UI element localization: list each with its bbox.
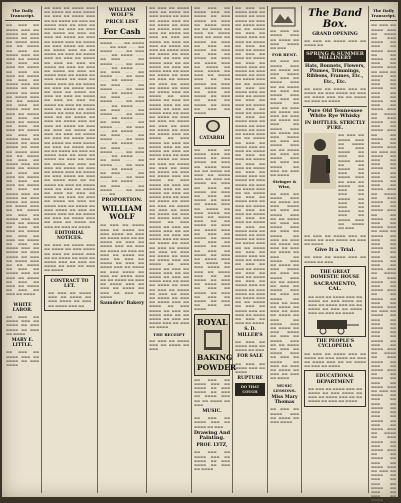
grand-opening: GRAND OPENING	[312, 32, 358, 37]
whisky-bottles: IN BOTTLES. STRICTLY PURE.	[304, 121, 366, 132]
body-text: ▬▬ ▬▬▬ ▬▬ ▬▬▬▬ ▬▬▬ ▬▬ ▬▬▬▬ ▬▬ ▬▬▬ ▬▬▬▬ ▬▬ ▬▬▬ ▬▬ ▬▬▬▬ ▬▬▬ ▬▬ ▬▬ ▬▬▬▬ ▬▬ ▬▬▬ ▬▬ ▬▬▬▬	[308, 386, 362, 404]
column-8	[302, 6, 369, 493]
section-head: WHITE LABOR.	[12, 302, 33, 313]
body-text: ▬▬ ▬▬▬ ▬▬ ▬▬▬▬ ▬▬▬ ▬▬ ▬▬▬▬ ▬▬ ▬▬▬ ▬▬▬▬ ▬▬ ▬▬▬ ▬▬ ▬▬▬▬	[304, 233, 366, 247]
baking-powder-can-icon	[196, 328, 230, 352]
ad-head: EDUCATIONAL DEPARTMENT	[315, 374, 355, 385]
body-text: ▬▬ ▬▬▬ ▬▬ ▬▬▬▬ ▬▬▬ ▬▬ ▬▬▬▬ ▬▬ ▬▬▬ ▬▬▬▬ ▬▬ ▬▬▬ ▬▬ ▬▬▬▬ ▬▬▬ ▬▬ ▬▬ ▬▬▬▬ ▬▬ ▬▬▬ ▬▬ ▬▬▬▬ ▬▬▬ ▬▬ ▬▬▬ ▬▬ ▬▬▬▬ ▬▬ ▬▬▬ ▬▬ ▬▬▬ ▬▬ ▬▬▬▬ ▬▬ ▬▬▬ ▬▬ ▬▬▬ ▬▬ ▬▬▬▬ ▬▬ ▬▬▬ ▬▬ ▬▬▬▬ ▬▬▬ ▬▬ ▬▬▬▬ ▬▬ ▬▬▬ ▬▬▬▬ ▬▬ ▬▬▬ ▬▬ ▬▬▬▬ ▬▬▬ ▬▬ ▬▬ ▬▬▬▬ ▬▬ ▬▬▬ ▬▬ ▬▬▬▬ ▬▬▬ ▬▬ ▬▬▬ ▬▬ ▬▬▬▬ ▬▬ ▬▬▬ ▬▬ ▬▬▬ ▬▬ ▬▬▬▬ ▬▬ ▬▬▬ ▬▬ ▬▬▬ ▬▬ ▬▬▬▬ ▬▬ ▬▬▬ ▬▬ ▬▬▬▬ ▬▬▬ ▬▬ ▬▬▬▬ ▬▬ ▬▬▬ ▬▬▬▬ ▬▬ ▬▬▬ ▬▬ ▬▬▬▬ ▬▬▬ ▬▬ ▬▬ ▬▬▬▬ ▬▬ ▬▬▬ ▬▬ ▬▬▬▬ ▬▬▬ ▬▬ ▬▬▬ ▬▬ ▬▬▬▬ ▬▬ ▬▬▬ ▬▬ ▬▬▬ ▬▬ ▬▬▬▬ ▬▬ ▬▬▬ ▬▬ ▬▬▬ ▬▬ ▬▬▬▬ ▬▬ ▬▬▬ ▬▬ ▬▬▬▬ ▬▬▬ ▬▬ ▬▬▬▬ ▬▬ ▬▬▬ ▬▬▬▬ ▬▬ ▬▬▬ ▬▬ ▬▬▬▬ ▬▬▬ ▬▬ ▬▬ ▬▬▬▬ ▬▬ ▬▬▬ ▬▬ ▬▬▬▬ ▬▬▬ ▬▬ ▬▬▬ ▬▬ ▬▬▬▬ ▬▬ ▬▬▬ ▬▬ ▬▬▬ ▬▬ ▬▬▬▬ ▬▬ ▬▬▬ ▬▬ ▬▬▬ ▬▬ ▬▬▬▬ ▬▬ ▬▬▬ ▬▬ ▬▬▬▬ ▬▬▬ ▬▬ ▬▬▬▬ ▬▬ ▬▬▬ ▬▬▬▬ ▬▬ ▬▬▬ ▬▬ ▬▬▬▬ ▬▬▬ ▬▬ ▬▬ ▬▬▬▬ ▬▬ ▬▬▬ ▬▬ ▬▬▬▬ ▬▬▬ ▬▬ ▬▬▬ ▬▬ ▬▬▬▬ ▬▬ ▬▬▬ ▬▬ ▬▬▬ ▬▬ ▬▬▬▬ ▬▬ ▬▬▬ ▬▬ ▬▬▬ ▬▬ ▬▬▬▬ ▬▬ ▬▬▬ ▬▬ ▬▬▬▬ ▬▬▬ ▬▬ ▬▬▬▬ ▬▬ ▬▬▬ ▬▬▬▬ ▬▬ ▬▬▬ ▬▬ ▬▬▬▬ ▬▬▬ ▬▬ ▬▬ ▬▬▬▬ ▬▬ ▬▬▬ ▬▬ ▬▬▬▬ ▬▬▬ ▬▬ ▬▬▬ ▬▬ ▬▬▬▬ ▬▬ ▬▬▬ ▬▬ ▬▬▬ ▬▬ ▬▬▬▬ ▬▬ ▬▬▬ ▬▬ ▬▬▬ ▬▬ ▬▬▬▬	[371, 23, 396, 503]
face-illustration	[196, 119, 230, 133]
body-text: ▬▬ ▬▬▬ ▬▬ ▬▬▬▬ ▬▬▬ ▬▬ ▬▬▬▬	[235, 361, 265, 375]
body-text: ▬▬ ▬▬▬ ▬▬ ▬▬▬▬ ▬▬▬ ▬▬ ▬▬▬▬ ▬▬ ▬▬▬ ▬▬▬▬	[6, 350, 39, 368]
carriage-illustration	[307, 317, 363, 335]
ad-head: S. D. MILLER'S	[237, 327, 263, 338]
price-list: ▬▬▬▬ ........ ▬▬ ▬▬▬▬ ........ ▬▬ ▬▬▬ ........ ▬▬ ▬▬▬▬ ........ ▬▬ ▬▬▬ ........ ▬▬ ▬▬▬▬ ........ ▬▬ ▬▬▬ ........ ▬▬ ▬▬▬▬ ........ ▬▬ ▬▬▬ ........ ▬▬ ▬▬▬▬ ........ ▬▬ ▬▬▬ ........ ▬▬ ▬▬▬▬ ........ ▬▬ ▬▬▬ ........ ▬▬ ▬▬▬▬ ........ ▬▬ ▬▬▬ ........ ▬▬ ▬▬▬▬ ........ ▬▬ ▬▬▬ ........ ▬▬ ▬▬▬▬ ........ ▬▬ ▬▬▬ ........ ▬▬ ▬▬▬▬ ........ ▬▬ ▬▬▬ ........ ▬▬ ▬▬▬▬ ........ ▬▬ ▬▬▬ ........ ▬▬ ▬▬▬▬ ........ ▬▬ ▬▬▬ ........ ▬▬ ▬▬▬▬ ........ ▬▬ ▬▬▬ ........ ▬▬ ▬▬▬▬ ........ ▬▬ ▬▬▬ ........ ▬▬ ▬▬▬▬ ........ ▬▬ ▬▬▬ ........ ▬▬ ▬▬▬▬ ........ ▬▬ ▬▬▬ ........ ▬▬ ▬▬▬▬ ........ ▬▬ ▬▬▬ ........ ▬▬ ▬▬▬▬ ........ ▬▬ ▬▬▬ ........ ▬▬ ▬▬▬▬ ........ ▬▬ ▬▬▬ ........ ▬▬ ▬▬▬▬ ........ ▬▬ ▬▬▬ ........ ▬▬ ▬▬▬▬ ........ ▬▬ ▬▬▬ ........ ▬▬ ▬▬▬▬ ........ ▬▬ ▬▬▬ ........ ▬▬ ▬▬▬▬ ........ ▬▬ ▬▬▬ ........ ▬▬ ▬▬▬▬ ........ ▬▬ ▬▬▬ ........ ▬▬	[100, 40, 144, 196]
ad-subtitle: PRICE LIST	[105, 19, 139, 26]
ad-mid-head: WILLIAM WOLF	[101, 204, 143, 222]
body-text: ▬▬ ▬▬▬ ▬▬ ▬▬▬▬ ▬▬▬ ▬▬ ▬▬▬▬ ▬▬ ▬▬▬ ▬▬▬▬ ▬▬ ▬▬▬ ▬▬ ▬▬▬▬ ▬▬▬ ▬▬ ▬▬ ▬▬▬▬ ▬▬ ▬▬▬ ▬▬ ▬▬▬▬ ▬▬▬ ▬▬ ▬▬▬ ▬▬ ▬▬▬▬	[308, 294, 362, 316]
section-head: EDITORIAL NOTICES.	[54, 230, 85, 241]
give-trial: Give It a Trial.	[314, 247, 356, 254]
band-box-title: The Band Box.	[308, 8, 362, 30]
body-text: ▬▬ ▬▬▬ ▬▬ ▬▬▬▬ ▬▬▬ ▬▬ ▬▬▬▬ ▬▬ ▬▬▬ ▬▬▬▬ ▬▬ ▬▬▬ ▬▬ ▬▬▬▬ ▬▬▬ ▬▬ ▬▬ ▬▬▬▬ ▬▬ ▬▬▬ ▬▬ ▬▬▬▬ ▬▬▬ ▬▬ ▬▬▬ ▬▬ ▬▬▬▬ ▬▬ ▬▬▬ ▬▬ ▬▬▬ ▬▬ ▬▬▬▬ ▬▬ ▬▬▬ ▬▬ ▬▬▬ ▬▬ ▬▬▬▬ ▬▬ ▬▬▬ ▬▬ ▬▬▬▬ ▬▬▬ ▬▬ ▬▬▬▬ ▬▬ ▬▬▬ ▬▬▬▬ ▬▬ ▬▬▬ ▬▬ ▬▬▬▬ ▬▬▬ ▬▬ ▬▬ ▬▬▬▬ ▬▬ ▬▬▬ ▬▬ ▬▬▬▬ ▬▬▬ ▬▬ ▬▬▬ ▬▬ ▬▬▬▬ ▬▬ ▬▬▬ ▬▬ ▬▬▬ ▬▬ ▬▬▬▬ ▬▬ ▬▬▬ ▬▬ ▬▬▬ ▬▬ ▬▬▬▬ ▬▬ ▬▬▬ ▬▬ ▬▬▬▬ ▬▬▬ ▬▬ ▬▬▬▬ ▬▬ ▬▬▬ ▬▬▬▬ ▬▬ ▬▬▬ ▬▬ ▬▬▬▬ ▬▬▬ ▬▬ ▬▬ ▬▬▬▬ ▬▬ ▬▬▬ ▬▬ ▬▬▬▬ ▬▬▬ ▬▬ ▬▬▬ ▬▬ ▬▬▬▬ ▬▬ ▬▬▬ ▬▬ ▬▬▬ ▬▬ ▬▬▬▬ ▬▬ ▬▬▬ ▬▬ ▬▬▬ ▬▬ ▬▬▬▬	[270, 191, 299, 381]
man-with-bottle-illustration	[304, 133, 336, 189]
ad-footer: Saunders' Bakery	[99, 300, 145, 306]
whisky-ad	[304, 133, 366, 231]
column-9	[369, 6, 398, 503]
catarrh-ad	[194, 117, 230, 145]
body-text: ▬▬ ▬▬▬ ▬▬ ▬▬▬▬ ▬▬▬ ▬▬ ▬▬▬▬ ▬▬	[304, 39, 366, 48]
ad-city: SACRAMENTO, CAL.	[313, 281, 357, 293]
ad-head: THE RECEIPT	[153, 331, 185, 337]
ad-word: ROYAL	[197, 316, 228, 327]
ad-illustration	[268, 6, 299, 28]
column-2	[42, 6, 98, 493]
body-text: ▬▬ ▬▬▬ ▬▬ ▬▬▬▬ ▬▬▬ ▬▬ ▬▬▬▬ ▬▬ ▬▬▬	[235, 339, 265, 353]
ad-head: THE GREAT DOMESTIC HOUSE	[310, 269, 360, 281]
body-text: ▬▬ ▬▬▬ ▬▬ ▬▬▬▬ ▬▬▬ ▬▬ ▬▬▬▬ ▬▬ ▬▬▬ ▬▬▬▬ ▬▬ ▬▬▬ ▬▬ ▬▬▬▬	[6, 315, 39, 336]
ad-head: Stringer & Wise,	[272, 179, 297, 190]
educational-ad	[304, 370, 366, 407]
nevada-house-ad	[304, 266, 366, 337]
ad-head: CONTRACT TO LET.	[50, 278, 89, 289]
newspaper-page	[2, 2, 398, 503]
ad-head: RUPTURE	[237, 376, 263, 382]
body-text: ▬▬ ▬▬▬ ▬▬ ▬▬▬▬ ▬▬▬ ▬▬ ▬▬▬▬ ▬▬ ▬▬▬ ▬▬▬▬ ▬▬ ▬▬▬ ▬▬ ▬▬▬▬	[194, 450, 230, 472]
ad-mid-head: PROPORTION.	[101, 197, 143, 204]
cough-ad: DO THAT COUGH	[235, 383, 265, 395]
ad-head: FOR RENT.	[272, 52, 297, 58]
body-text: ▬▬ ▬▬▬ ▬▬ ▬▬▬▬ ▬▬▬ ▬▬ ▬▬▬▬ ▬▬ ▬▬▬ ▬▬▬▬ ▬▬ ▬▬▬ ▬▬ ▬▬▬▬ ▬▬▬ ▬▬ ▬▬ ▬▬▬▬ ▬▬ ▬▬▬ ▬▬ ▬▬▬▬ ▬▬▬ ▬▬ ▬▬▬ ▬▬ ▬▬▬▬ ▬▬ ▬▬▬ ▬▬ ▬▬▬ ▬▬ ▬▬▬▬ ▬▬ ▬▬▬ ▬▬ ▬▬▬ ▬▬ ▬▬▬▬ ▬▬ ▬▬▬ ▬▬ ▬▬▬▬ ▬▬▬ ▬▬ ▬▬▬▬ ▬▬ ▬▬▬ ▬▬▬▬ ▬▬ ▬▬▬ ▬▬ ▬▬▬▬ ▬▬▬ ▬▬ ▬▬ ▬▬▬▬ ▬▬ ▬▬▬ ▬▬ ▬▬▬▬ ▬▬▬ ▬▬ ▬▬▬ ▬▬ ▬▬▬▬ ▬▬ ▬▬▬ ▬▬ ▬▬▬ ▬▬ ▬▬▬▬ ▬▬ ▬▬▬ ▬▬ ▬▬▬ ▬▬ ▬▬▬▬ ▬▬ ▬▬▬ ▬▬ ▬▬▬▬ ▬▬▬ ▬▬ ▬▬▬▬ ▬▬ ▬▬▬ ▬▬▬▬ ▬▬ ▬▬▬ ▬▬ ▬▬▬▬ ▬▬▬ ▬▬ ▬▬ ▬▬▬▬ ▬▬ ▬▬▬ ▬▬ ▬▬▬▬ ▬▬▬ ▬▬ ▬▬▬ ▬▬ ▬▬▬▬ ▬▬ ▬▬▬ ▬▬ ▬▬▬ ▬▬ ▬▬▬▬ ▬▬ ▬▬▬ ▬▬ ▬▬▬ ▬▬ ▬▬▬▬ ▬▬ ▬▬▬ ▬▬ ▬▬▬▬ ▬▬▬ ▬▬ ▬▬▬▬ ▬▬ ▬▬▬ ▬▬▬▬ ▬▬ ▬▬▬ ▬▬ ▬▬▬▬ ▬▬▬ ▬▬ ▬▬ ▬▬▬▬ ▬▬ ▬▬▬ ▬▬ ▬▬▬▬ ▬▬▬ ▬▬ ▬▬▬ ▬▬ ▬▬▬▬ ▬▬ ▬▬▬ ▬▬ ▬▬▬ ▬▬ ▬▬▬▬ ▬▬ ▬▬▬ ▬▬ ▬▬▬ ▬▬ ▬▬▬▬ ▬▬ ▬▬▬ ▬▬ ▬▬▬▬ ▬▬▬ ▬▬ ▬▬▬▬ ▬▬ ▬▬▬ ▬▬▬▬ ▬▬ ▬▬▬ ▬▬ ▬▬▬▬ ▬▬▬ ▬▬ ▬▬ ▬▬▬▬ ▬▬ ▬▬▬ ▬▬ ▬▬▬▬ ▬▬▬ ▬▬ ▬▬▬ ▬▬ ▬▬▬▬ ▬▬ ▬▬▬ ▬▬ ▬▬▬ ▬▬ ▬▬▬▬ ▬▬ ▬▬▬ ▬▬ ▬▬▬ ▬▬ ▬▬▬▬ ▬▬ ▬▬▬ ▬▬ ▬▬▬▬ ▬▬▬ ▬▬ ▬▬▬▬ ▬▬ ▬▬▬ ▬▬▬▬ ▬▬ ▬▬▬ ▬▬ ▬▬▬▬ ▬▬▬ ▬▬ ▬▬ ▬▬▬▬ ▬▬ ▬▬▬ ▬▬ ▬▬▬▬ ▬▬▬ ▬▬ ▬▬▬ ▬▬ ▬▬▬▬ ▬▬ ▬▬▬ ▬▬ ▬▬▬ ▬▬ ▬▬▬▬	[235, 6, 265, 326]
ad-head: PROF. LYTZ,	[196, 443, 228, 449]
body-text: ▬▬ ▬▬▬ ▬▬ ▬▬▬▬ ▬▬▬ ▬▬ ▬▬▬▬ ▬▬ ▬▬▬	[194, 416, 230, 429]
body-text: ▬▬ ▬▬▬ ▬▬ ▬▬▬▬ ▬▬▬ ▬▬ ▬▬▬▬ ▬▬ ▬▬▬ ▬▬▬▬ ▬▬ ▬▬▬ ▬▬ ▬▬▬▬ ▬▬▬ ▬▬ ▬▬ ▬▬▬▬ ▬▬ ▬▬▬ ▬▬ ▬▬▬▬ ▬▬▬ ▬▬ ▬▬▬ ▬▬ ▬▬▬▬ ▬▬ ▬▬▬ ▬▬ ▬▬▬ ▬▬ ▬▬▬▬ ▬▬ ▬▬▬ ▬▬ ▬▬▬ ▬▬ ▬▬▬▬ ▬▬ ▬▬▬ ▬▬ ▬▬▬▬ ▬▬▬ ▬▬ ▬▬▬▬ ▬▬ ▬▬▬ ▬▬▬▬ ▬▬ ▬▬▬ ▬▬ ▬▬▬▬ ▬▬▬ ▬▬ ▬▬ ▬▬▬▬ ▬▬ ▬▬▬ ▬▬ ▬▬▬▬ ▬▬▬ ▬▬ ▬▬▬ ▬▬ ▬▬▬▬ ▬▬ ▬▬▬ ▬▬ ▬▬▬ ▬▬ ▬▬▬▬ ▬▬ ▬▬▬ ▬▬ ▬▬▬ ▬▬ ▬▬▬▬ ▬▬ ▬▬▬ ▬▬ ▬▬▬▬ ▬▬▬ ▬▬ ▬▬▬▬ ▬▬ ▬▬▬ ▬▬▬▬ ▬▬ ▬▬▬ ▬▬ ▬▬▬▬ ▬▬▬ ▬▬ ▬▬ ▬▬▬▬ ▬▬ ▬▬▬ ▬▬ ▬▬▬▬ ▬▬▬ ▬▬ ▬▬▬ ▬▬ ▬▬▬▬ ▬▬ ▬▬▬ ▬▬ ▬▬▬ ▬▬ ▬▬▬▬ ▬▬ ▬▬▬ ▬▬ ▬▬▬ ▬▬ ▬▬▬▬	[194, 147, 230, 312]
body-text: ▬▬ ▬▬▬ ▬▬ ▬▬▬▬ ▬▬▬ ▬▬ ▬▬▬▬ ▬▬ ▬▬▬ ▬▬▬▬ ▬▬ ▬▬▬ ▬▬ ▬▬▬▬ ▬▬▬ ▬▬ ▬▬ ▬▬▬▬ ▬▬ ▬▬▬ ▬▬ ▬▬▬▬ ▬▬▬ ▬▬ ▬▬▬ ▬▬ ▬▬▬▬ ▬▬ ▬▬▬ ▬▬ ▬▬▬ ▬▬ ▬▬▬▬ ▬▬ ▬▬▬ ▬▬ ▬▬▬ ▬▬ ▬▬▬▬ ▬▬ ▬▬▬ ▬▬ ▬▬▬▬ ▬▬▬ ▬▬ ▬▬▬▬ ▬▬ ▬▬▬ ▬▬▬▬ ▬▬ ▬▬▬ ▬▬ ▬▬▬▬ ▬▬▬ ▬▬ ▬▬ ▬▬▬▬ ▬▬ ▬▬▬ ▬▬ ▬▬▬▬ ▬▬▬ ▬▬ ▬▬▬ ▬▬ ▬▬▬▬ ▬▬ ▬▬▬ ▬▬ ▬▬▬ ▬▬ ▬▬▬▬	[100, 223, 144, 299]
millinery-banner: SPRING & SUMMER MILLINERY	[304, 50, 366, 62]
cyclopedia-head: THE PEOPLE'S CYCLOPEDIA	[316, 339, 354, 350]
whisky-title: Pure Old Tennessee White Rye Whisky	[307, 107, 363, 119]
ad-head: CATARRH	[199, 136, 225, 142]
body-text: ▬▬ ▬▬▬ ▬▬ ▬▬▬▬ ▬▬▬ ▬▬ ▬▬▬▬ ▬▬ ▬▬▬ ▬▬▬▬ ▬▬ ▬▬▬ ▬▬ ▬▬▬▬ ▬▬▬ ▬▬ ▬▬ ▬▬▬▬ ▬▬ ▬▬▬	[194, 377, 230, 407]
body-text: ▬▬ ▬▬▬ ▬▬ ▬▬▬▬ ▬▬▬ ▬▬ ▬▬▬▬ ▬▬ ▬▬▬ ▬▬▬▬ ▬▬ ▬▬▬ ▬▬ ▬▬▬▬ ▬▬▬ ▬▬ ▬▬ ▬▬▬▬ ▬▬ ▬▬▬ ▬▬ ▬▬▬▬ ▬▬▬ ▬▬ ▬▬▬ ▬▬ ▬▬▬▬ ▬▬ ▬▬▬ ▬▬ ▬▬▬ ▬▬ ▬▬▬▬	[44, 243, 95, 273]
body-text: ▬▬ ▬▬▬ ▬▬ ▬▬▬▬ ▬▬▬ ▬▬ ▬▬▬▬ ▬▬ ▬▬▬	[149, 338, 189, 352]
section-head: MARY E. LITTLE.	[11, 338, 34, 349]
body-text: ▬▬ ▬▬▬ ▬▬ ▬▬▬▬ ▬▬▬ ▬▬ ▬▬▬▬ ▬▬ ▬▬▬ ▬▬▬▬ ▬▬ ▬▬▬ ▬▬ ▬▬▬▬ ▬▬▬ ▬▬ ▬▬ ▬▬▬▬ ▬▬ ▬▬▬ ▬▬ ▬▬▬▬ ▬▬▬ ▬▬ ▬▬▬ ▬▬ ▬▬▬▬ ▬▬ ▬▬▬ ▬▬ ▬▬▬ ▬▬ ▬▬▬▬ ▬▬ ▬▬▬ ▬▬ ▬▬▬ ▬▬ ▬▬▬▬ ▬▬ ▬▬▬ ▬▬ ▬▬▬▬ ▬▬▬ ▬▬ ▬▬▬▬ ▬▬ ▬▬▬ ▬▬▬▬ ▬▬ ▬▬▬ ▬▬ ▬▬▬▬ ▬▬▬ ▬▬ ▬▬ ▬▬▬▬ ▬▬ ▬▬▬ ▬▬ ▬▬▬▬ ▬▬▬ ▬▬ ▬▬▬ ▬▬ ▬▬▬▬ ▬▬ ▬▬▬ ▬▬ ▬▬▬ ▬▬ ▬▬▬▬ ▬▬ ▬▬▬ ▬▬ ▬▬▬ ▬▬ ▬▬▬▬ ▬▬ ▬▬▬ ▬▬ ▬▬▬▬ ▬▬▬ ▬▬ ▬▬▬▬ ▬▬ ▬▬▬ ▬▬▬▬ ▬▬ ▬▬▬ ▬▬ ▬▬▬▬ ▬▬▬ ▬▬ ▬▬ ▬▬▬▬ ▬▬ ▬▬▬ ▬▬ ▬▬▬▬ ▬▬▬ ▬▬ ▬▬▬ ▬▬ ▬▬▬▬ ▬▬ ▬▬▬ ▬▬ ▬▬▬ ▬▬ ▬▬▬▬ ▬▬ ▬▬▬ ▬▬ ▬▬▬ ▬▬ ▬▬▬▬ ▬▬ ▬▬▬ ▬▬ ▬▬▬▬ ▬▬▬ ▬▬ ▬▬▬▬ ▬▬ ▬▬▬ ▬▬▬▬ ▬▬ ▬▬▬ ▬▬ ▬▬▬▬ ▬▬▬ ▬▬ ▬▬ ▬▬▬▬ ▬▬ ▬▬▬ ▬▬ ▬▬▬▬ ▬▬▬ ▬▬ ▬▬▬ ▬▬ ▬▬▬▬ ▬▬ ▬▬▬ ▬▬ ▬▬▬ ▬▬ ▬▬▬▬ ▬▬ ▬▬▬ ▬▬ ▬▬▬ ▬▬ ▬▬▬▬ ▬▬ ▬▬▬ ▬▬ ▬▬▬▬ ▬▬▬ ▬▬ ▬▬▬▬ ▬▬ ▬▬▬ ▬▬▬▬ ▬▬ ▬▬▬ ▬▬ ▬▬▬▬ ▬▬▬ ▬▬ ▬▬ ▬▬▬▬ ▬▬ ▬▬▬ ▬▬ ▬▬▬▬ ▬▬▬ ▬▬ ▬▬▬ ▬▬ ▬▬▬▬ ▬▬ ▬▬▬ ▬▬ ▬▬▬ ▬▬ ▬▬▬▬ ▬▬ ▬▬▬ ▬▬ ▬▬▬ ▬▬ ▬▬▬▬	[6, 23, 39, 297]
body-text: ▬▬ ▬▬▬ ▬▬ ▬▬▬▬ ▬▬▬ ▬▬ ▬▬▬▬ ▬▬ ▬▬▬ ▬▬▬▬ ▬▬ ▬▬▬ ▬▬ ▬▬▬▬ ▬▬▬ ▬▬ ▬▬ ▬▬▬▬ ▬▬ ▬▬▬ ▬▬ ▬▬▬▬ ▬▬▬ ▬▬ ▬▬▬ ▬▬ ▬▬▬▬ ▬▬ ▬▬▬ ▬▬ ▬▬▬ ▬▬ ▬▬▬▬ ▬▬ ▬▬▬ ▬▬ ▬▬▬ ▬▬ ▬▬▬▬ ▬▬ ▬▬▬ ▬▬ ▬▬▬▬ ▬▬▬ ▬▬ ▬▬▬▬ ▬▬ ▬▬▬	[338, 133, 364, 230]
column-7	[268, 6, 302, 493]
royal-baking-powder-ad	[194, 314, 237, 376]
column-1	[4, 6, 42, 493]
body-text: ▬▬ ▬▬▬ ▬▬ ▬▬▬▬ ▬▬▬ ▬▬ ▬▬▬▬ ▬▬ ▬▬▬ ▬▬▬▬ ▬▬ ▬▬▬ ▬▬ ▬▬▬▬ ▬▬▬ ▬▬ ▬▬ ▬▬▬▬ ▬▬ ▬▬▬ ▬▬ ▬▬▬▬ ▬▬▬ ▬▬ ▬▬▬ ▬▬ ▬▬▬▬ ▬▬ ▬▬▬ ▬▬ ▬▬▬ ▬▬ ▬▬▬▬ ▬▬ ▬▬▬ ▬▬ ▬▬▬ ▬▬ ▬▬▬▬ ▬▬ ▬▬▬ ▬▬ ▬▬▬▬ ▬▬▬ ▬▬ ▬▬▬▬ ▬▬ ▬▬▬ ▬▬▬▬ ▬▬ ▬▬▬ ▬▬ ▬▬▬▬ ▬▬▬ ▬▬ ▬▬ ▬▬▬▬ ▬▬ ▬▬▬ ▬▬ ▬▬▬▬ ▬▬▬ ▬▬ ▬▬▬ ▬▬ ▬▬▬▬ ▬▬ ▬▬▬ ▬▬ ▬▬▬ ▬▬ ▬▬▬▬ ▬▬ ▬▬▬ ▬▬ ▬▬▬ ▬▬ ▬▬▬▬ ▬▬ ▬▬▬ ▬▬ ▬▬▬▬ ▬▬▬ ▬▬ ▬▬▬▬ ▬▬ ▬▬▬ ▬▬▬▬ ▬▬ ▬▬▬ ▬▬ ▬▬▬▬ ▬▬▬ ▬▬ ▬▬ ▬▬▬▬ ▬▬ ▬▬▬ ▬▬ ▬▬▬▬ ▬▬▬ ▬▬ ▬▬▬ ▬▬ ▬▬▬▬ ▬▬ ▬▬▬ ▬▬ ▬▬▬ ▬▬ ▬▬▬▬ ▬▬ ▬▬▬ ▬▬ ▬▬▬ ▬▬ ▬▬▬▬ ▬▬ ▬▬▬ ▬▬ ▬▬▬▬ ▬▬▬ ▬▬ ▬▬▬▬ ▬▬ ▬▬▬ ▬▬▬▬ ▬▬ ▬▬▬ ▬▬ ▬▬▬▬ ▬▬▬ ▬▬ ▬▬ ▬▬▬▬ ▬▬ ▬▬▬ ▬▬ ▬▬▬▬ ▬▬▬ ▬▬ ▬▬▬ ▬▬ ▬▬▬▬ ▬▬ ▬▬▬ ▬▬ ▬▬▬ ▬▬ ▬▬▬▬ ▬▬ ▬▬▬ ▬▬ ▬▬▬ ▬▬ ▬▬▬▬ ▬▬ ▬▬▬ ▬▬ ▬▬▬▬ ▬▬▬ ▬▬ ▬▬▬▬ ▬▬ ▬▬▬ ▬▬▬▬ ▬▬ ▬▬▬ ▬▬ ▬▬▬▬ ▬▬▬ ▬▬ ▬▬ ▬▬▬▬ ▬▬ ▬▬▬ ▬▬ ▬▬▬▬ ▬▬▬ ▬▬ ▬▬▬ ▬▬ ▬▬▬▬ ▬▬ ▬▬▬ ▬▬ ▬▬▬ ▬▬ ▬▬▬▬ ▬▬ ▬▬▬ ▬▬ ▬▬▬ ▬▬ ▬▬▬▬ ▬▬ ▬▬▬ ▬▬ ▬▬▬▬ ▬▬▬ ▬▬ ▬▬▬▬ ▬▬ ▬▬▬ ▬▬▬▬ ▬▬ ▬▬▬ ▬▬ ▬▬▬▬ ▬▬▬ ▬▬ ▬▬ ▬▬▬▬ ▬▬ ▬▬▬ ▬▬ ▬▬▬▬ ▬▬▬ ▬▬ ▬▬▬ ▬▬ ▬▬▬▬ ▬▬ ▬▬▬ ▬▬ ▬▬▬ ▬▬ ▬▬▬▬ ▬▬ ▬▬▬ ▬▬ ▬▬▬ ▬▬ ▬▬▬▬ ▬▬ ▬▬▬ ▬▬ ▬▬▬▬ ▬▬▬ ▬▬ ▬▬▬▬ ▬▬ ▬▬▬ ▬▬▬▬ ▬▬ ▬▬▬ ▬▬ ▬▬▬▬ ▬▬▬ ▬▬ ▬▬ ▬▬▬▬ ▬▬ ▬▬▬ ▬▬ ▬▬▬▬ ▬▬▬ ▬▬ ▬▬▬ ▬▬ ▬▬▬▬ ▬▬ ▬▬▬ ▬▬ ▬▬▬ ▬▬ ▬▬▬▬	[44, 6, 95, 229]
ad-cash: For Cash	[103, 26, 141, 36]
ad-head: MUSIC LESSONS.	[273, 382, 296, 393]
body-text: ▬▬ ▬▬▬ ▬▬ ▬▬▬▬ ▬▬▬ ▬▬ ▬▬▬▬ ▬▬ ▬▬▬ ▬▬▬▬ ▬▬ ▬▬▬	[270, 29, 299, 51]
masthead-title: The Daily Transcript.	[371, 8, 396, 19]
body-text: ▬▬ ▬▬▬ ▬▬ ▬▬▬▬ ▬▬▬ ▬▬ ▬▬▬▬ ▬▬ ▬▬▬ ▬▬▬▬ ▬▬ ▬▬▬ ▬▬ ▬▬▬▬ ▬▬▬ ▬▬ ▬▬ ▬▬▬▬ ▬▬ ▬▬▬ ▬▬ ▬▬▬▬	[304, 351, 366, 369]
contract-ad	[44, 275, 95, 312]
body-text: ▬▬ ▬▬▬ ▬▬ ▬▬▬▬ ▬▬▬ ▬▬ ▬▬▬▬ ▬▬ ▬▬▬ ▬▬▬▬ ▬▬ ▬▬▬ ▬▬ ▬▬▬▬ ▬▬▬ ▬▬ ▬▬ ▬▬▬▬ ▬▬ ▬▬▬ ▬▬ ▬▬▬▬	[304, 86, 366, 104]
column-3	[98, 6, 147, 493]
ad-head: MUSIC.	[202, 409, 222, 415]
ad-head: FOR SALE	[237, 354, 263, 360]
ad-head: Drawing And Painting.	[193, 429, 231, 442]
millinery-items: Hats, Bonnets, Flowers, Plumes, Trimmings, Ribbons, Frames, Etc., Etc., Etc.	[305, 64, 365, 85]
column-5	[192, 6, 237, 493]
body-text: ▬▬ ▬▬▬ ▬▬ ▬▬▬▬ ▬▬▬ ▬▬ ▬▬▬▬ ▬▬ ▬▬▬ ▬▬▬▬	[270, 407, 299, 425]
body-text: ▬▬ ▬▬▬ ▬▬ ▬▬▬▬ ▬▬▬ ▬▬ ▬▬▬▬ ▬▬ ▬▬▬ ▬▬▬▬ ▬▬ ▬▬▬ ▬▬ ▬▬▬▬ ▬▬▬ ▬▬ ▬▬ ▬▬▬▬ ▬▬ ▬▬▬ ▬▬ ▬▬▬▬ ▬▬▬ ▬▬ ▬▬▬ ▬▬ ▬▬▬▬ ▬▬ ▬▬▬ ▬▬ ▬▬▬ ▬▬ ▬▬▬▬ ▬▬ ▬▬▬ ▬▬ ▬▬▬ ▬▬ ▬▬▬▬ ▬▬ ▬▬▬ ▬▬ ▬▬▬▬ ▬▬▬ ▬▬ ▬▬▬▬ ▬▬ ▬▬▬ ▬▬▬▬ ▬▬ ▬▬▬ ▬▬ ▬▬▬▬ ▬▬▬ ▬▬ ▬▬ ▬▬▬▬ ▬▬ ▬▬▬ ▬▬ ▬▬▬▬ ▬▬▬ ▬▬ ▬▬▬ ▬▬ ▬▬▬▬ ▬▬ ▬▬▬ ▬▬ ▬▬▬ ▬▬ ▬▬▬▬ ▬▬ ▬▬▬ ▬▬ ▬▬▬ ▬▬ ▬▬▬▬	[194, 6, 230, 116]
column-4	[147, 6, 192, 493]
body-text: ▬▬ ▬▬▬ ▬▬ ▬▬▬▬ ▬▬▬ ▬▬ ▬▬▬▬ ▬▬ ▬▬▬ ▬▬▬▬ ▬▬ ▬▬▬ ▬▬ ▬▬▬▬ ▬▬▬ ▬▬ ▬▬ ▬▬▬▬ ▬▬ ▬▬▬ ▬▬ ▬▬▬▬ ▬▬▬ ▬▬ ▬▬▬ ▬▬ ▬▬▬▬ ▬▬ ▬▬▬ ▬▬ ▬▬▬ ▬▬ ▬▬▬▬ ▬▬ ▬▬▬ ▬▬ ▬▬▬ ▬▬ ▬▬▬▬ ▬▬ ▬▬▬ ▬▬ ▬▬▬▬ ▬▬▬ ▬▬ ▬▬▬▬ ▬▬ ▬▬▬ ▬▬▬▬ ▬▬ ▬▬▬ ▬▬ ▬▬▬▬ ▬▬▬ ▬▬ ▬▬ ▬▬▬▬ ▬▬ ▬▬▬ ▬▬ ▬▬▬▬ ▬▬▬ ▬▬ ▬▬▬ ▬▬ ▬▬▬▬ ▬▬ ▬▬▬ ▬▬ ▬▬▬ ▬▬ ▬▬▬▬	[270, 59, 299, 177]
body-text: ▬▬ ▬▬▬ ▬▬ ▬▬▬▬ ▬▬▬ ▬▬ ▬▬▬▬ ▬▬ ▬▬▬ ▬▬▬▬ ▬▬ ▬▬▬ ▬▬ ▬▬▬▬ ▬▬▬ ▬▬ ▬▬ ▬▬▬▬ ▬▬ ▬▬▬ ▬▬ ▬▬▬▬ ▬▬▬ ▬▬ ▬▬▬ ▬▬ ▬▬▬▬ ▬▬ ▬▬▬ ▬▬ ▬▬▬ ▬▬ ▬▬▬▬ ▬▬ ▬▬▬ ▬▬ ▬▬▬ ▬▬ ▬▬▬▬ ▬▬ ▬▬▬ ▬▬ ▬▬▬▬ ▬▬▬ ▬▬ ▬▬▬▬ ▬▬ ▬▬▬ ▬▬▬▬ ▬▬ ▬▬▬ ▬▬ ▬▬▬▬ ▬▬▬ ▬▬ ▬▬ ▬▬▬▬ ▬▬ ▬▬▬ ▬▬ ▬▬▬▬ ▬▬▬ ▬▬ ▬▬▬ ▬▬ ▬▬▬▬ ▬▬ ▬▬▬ ▬▬ ▬▬▬ ▬▬ ▬▬▬▬ ▬▬ ▬▬▬ ▬▬ ▬▬▬ ▬▬ ▬▬▬▬ ▬▬ ▬▬▬ ▬▬ ▬▬▬▬ ▬▬▬ ▬▬ ▬▬▬▬ ▬▬ ▬▬▬ ▬▬▬▬ ▬▬ ▬▬▬ ▬▬ ▬▬▬▬ ▬▬▬ ▬▬ ▬▬ ▬▬▬▬ ▬▬ ▬▬▬ ▬▬ ▬▬▬▬ ▬▬▬ ▬▬ ▬▬▬ ▬▬ ▬▬▬▬ ▬▬ ▬▬▬ ▬▬ ▬▬▬ ▬▬ ▬▬▬▬ ▬▬ ▬▬▬ ▬▬ ▬▬▬ ▬▬ ▬▬▬▬ ▬▬ ▬▬▬ ▬▬ ▬▬▬▬ ▬▬▬ ▬▬ ▬▬▬▬ ▬▬ ▬▬▬ ▬▬▬▬ ▬▬ ▬▬▬ ▬▬ ▬▬▬▬ ▬▬▬ ▬▬ ▬▬ ▬▬▬▬ ▬▬ ▬▬▬ ▬▬ ▬▬▬▬ ▬▬▬ ▬▬ ▬▬▬ ▬▬ ▬▬▬▬ ▬▬ ▬▬▬ ▬▬ ▬▬▬ ▬▬ ▬▬▬▬ ▬▬ ▬▬▬ ▬▬ ▬▬▬ ▬▬ ▬▬▬▬ ▬▬ ▬▬▬ ▬▬ ▬▬▬▬ ▬▬▬ ▬▬ ▬▬▬▬ ▬▬ ▬▬▬ ▬▬▬▬ ▬▬ ▬▬▬ ▬▬ ▬▬▬▬ ▬▬▬ ▬▬ ▬▬ ▬▬▬▬ ▬▬ ▬▬▬ ▬▬ ▬▬▬▬ ▬▬▬ ▬▬ ▬▬▬ ▬▬ ▬▬▬▬ ▬▬ ▬▬▬ ▬▬ ▬▬▬ ▬▬ ▬▬▬▬ ▬▬ ▬▬▬ ▬▬ ▬▬▬ ▬▬ ▬▬▬▬ ▬▬ ▬▬▬ ▬▬ ▬▬▬▬ ▬▬▬ ▬▬ ▬▬▬▬ ▬▬ ▬▬▬ ▬▬▬▬ ▬▬ ▬▬▬ ▬▬ ▬▬▬▬ ▬▬▬ ▬▬ ▬▬ ▬▬▬▬ ▬▬ ▬▬▬ ▬▬ ▬▬▬▬ ▬▬▬ ▬▬ ▬▬▬ ▬▬ ▬▬▬▬ ▬▬ ▬▬▬ ▬▬ ▬▬▬ ▬▬ ▬▬▬▬ ▬▬ ▬▬▬ ▬▬ ▬▬▬ ▬▬ ▬▬▬▬ ▬▬ ▬▬▬ ▬▬ ▬▬▬▬ ▬▬▬ ▬▬ ▬▬▬▬ ▬▬ ▬▬▬ ▬▬▬▬ ▬▬ ▬▬▬ ▬▬ ▬▬▬▬ ▬▬▬ ▬▬ ▬▬ ▬▬▬▬ ▬▬ ▬▬▬ ▬▬ ▬▬▬▬ ▬▬▬ ▬▬ ▬▬▬ ▬▬ ▬▬▬▬ ▬▬ ▬▬▬ ▬▬ ▬▬▬ ▬▬ ▬▬▬▬ ▬▬ ▬▬▬ ▬▬ ▬▬▬ ▬▬ ▬▬▬▬ ▬▬ ▬▬▬ ▬▬ ▬▬▬▬ ▬▬▬ ▬▬ ▬▬▬▬ ▬▬ ▬▬▬ ▬▬▬▬ ▬▬ ▬▬▬ ▬▬ ▬▬▬▬ ▬▬▬ ▬▬ ▬▬ ▬▬▬▬ ▬▬ ▬▬▬ ▬▬ ▬▬▬▬ ▬▬▬ ▬▬ ▬▬▬ ▬▬ ▬▬▬▬	[149, 6, 189, 330]
body-text: ▬▬ ▬▬▬ ▬▬ ▬▬▬▬ ▬▬▬ ▬▬ ▬▬▬▬ ▬▬ ▬▬▬	[304, 255, 366, 264]
ad-title: WILLIAM WOLF'S	[108, 7, 136, 19]
ad-head: Miss Mary Thomas	[271, 395, 298, 406]
ad-text: ▬▬ ▬▬▬ ▬▬ ▬▬▬▬ ▬▬▬ ▬▬ ▬▬▬▬ ▬▬ ▬▬▬ ▬▬▬▬ ▬▬ ▬▬▬ ▬▬ ▬▬▬▬ ▬▬▬ ▬▬	[48, 291, 91, 308]
column-6	[233, 6, 268, 493]
ad-word: BAKING	[197, 352, 233, 362]
ad-word: POWDER	[197, 362, 237, 372]
masthead-title: The Daily Transcript.	[10, 8, 35, 19]
